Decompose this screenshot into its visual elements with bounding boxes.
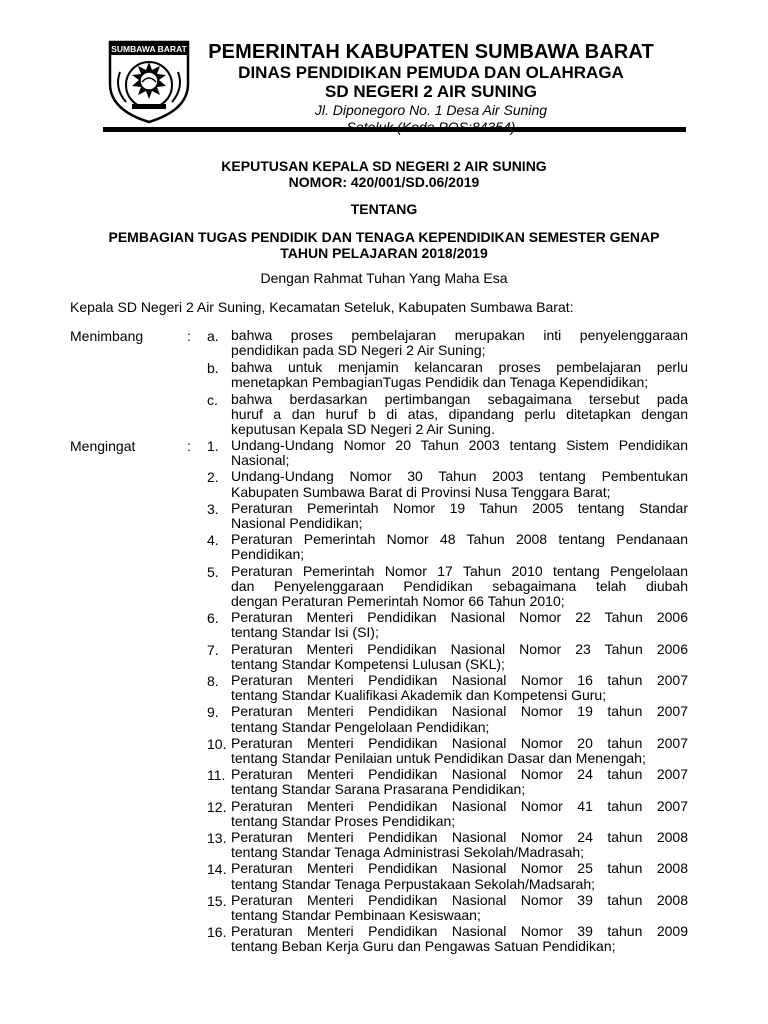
item-text bbox=[231, 328, 688, 359]
item-text-line: Peraturan Menteri Pendidikan Nasional Nomor 25 tahun 2008 bbox=[231, 861, 688, 877]
sumbawa-barat-logo bbox=[104, 40, 194, 124]
item-number: a. bbox=[207, 328, 219, 344]
item-text-line: tentang Standar Tenaga Administrasi Sekolah/Madrasah; bbox=[231, 845, 585, 861]
item-text-line: Undang-Undang Nomor 20 Tahun 2003 tentang Sistem Pendidikan bbox=[231, 438, 688, 453]
item-text-line: Undang-Undang Nomor 30 Tahun 2003 tentang Pembentukan bbox=[231, 469, 688, 485]
item-text-line: bahwa untuk menjamin kelancaran proses pembelajaran perlu bbox=[231, 359, 688, 375]
item-text-line: bahwa berdasarkan pertimbangan sebagaimana tersebut pada bbox=[231, 391, 688, 407]
item-text-line: tentang Standar Isi (SI); bbox=[231, 625, 379, 641]
item-number: 9. bbox=[207, 704, 219, 721]
item-text-line: Kabupaten Sumbawa Barat di Provinsi Nusa Tenggara Barat; bbox=[231, 484, 611, 500]
item-text bbox=[231, 861, 688, 891]
letterhead-divider bbox=[103, 127, 686, 132]
item-text bbox=[231, 532, 688, 562]
item-text-line: tentang Standar Sarana Prasarana Pendidikan; bbox=[231, 782, 526, 798]
item-text bbox=[231, 893, 688, 923]
item-text bbox=[231, 392, 688, 438]
item-text bbox=[231, 924, 688, 954]
item-text-line: Peraturan Pemerintah Nomor 48 Tahun 2008 tentang Pendanaan bbox=[231, 532, 688, 548]
decision-title bbox=[70, 158, 698, 190]
item-text-line: menetapkan PembagianTugas Pendidik dan Tenaga Kependidikan; bbox=[231, 375, 649, 391]
item-text-line: tentang Standar Kualifikasi Akademik dan Kompetensi Guru; bbox=[231, 688, 607, 704]
item-text bbox=[231, 673, 688, 703]
item-text-line: tentang Standar Kompetensi Lulusan (SKL); bbox=[231, 656, 505, 672]
item-number: 15. bbox=[207, 892, 227, 909]
item-text-line: tentang Standar Tenaga Perpustakaan Sekolah/Madsarah; bbox=[231, 876, 595, 892]
item-text-line: dengan Peraturan Pemerintah Nomor 66 Tahun 2010; bbox=[231, 593, 565, 609]
decision-subject bbox=[70, 229, 698, 261]
item-number: 14. bbox=[207, 861, 227, 878]
department-name: DINAS PENDIDIKAN PEMUDA DAN OLAHRAGA bbox=[238, 63, 624, 82]
letterhead bbox=[196, 41, 666, 136]
item-number: c. bbox=[207, 391, 218, 408]
item-text bbox=[231, 736, 688, 766]
item-text-line: Peraturan Menteri Pendidikan Nasional Nomor 39 tahun 2008 bbox=[231, 892, 688, 908]
item-text-line: tentang Standar Pembinaan Kesiswaan; bbox=[231, 907, 481, 923]
item-text bbox=[231, 830, 688, 860]
item-text-line: keputusan Kepala SD Negeri 2 Air Suning. bbox=[231, 422, 495, 438]
item-text-line: Pendidikan; bbox=[231, 547, 305, 563]
item-text-line: tentang Beban Kerja Guru dan Pengawas Satuan Pendidikan; bbox=[231, 939, 616, 955]
item-text-line: Peraturan Menteri Pendidikan Nasional Nomor 24 tahun 2007 bbox=[231, 767, 688, 783]
item-text-line: Peraturan Pemerintah Nomor 19 Tahun 2005 tentang Standar bbox=[231, 500, 688, 516]
item-text bbox=[231, 564, 688, 610]
item-number: 11. bbox=[207, 767, 226, 784]
item-text bbox=[231, 360, 688, 391]
section-label: Mengingat bbox=[70, 438, 136, 454]
item-text-line: pendidikan pada SD Negeri 2 Air Suning; bbox=[231, 343, 486, 359]
decision-number: NOMOR: 420/001/SD.06/2019 bbox=[288, 174, 480, 190]
blessing-line: Dengan Rahmat Tuhan Yang Maha Esa bbox=[260, 270, 508, 286]
item-text bbox=[231, 438, 688, 468]
item-text bbox=[231, 610, 688, 640]
tentang-heading: TENTANG bbox=[350, 201, 418, 217]
item-number: 10. bbox=[207, 735, 227, 752]
section-colon: : bbox=[187, 438, 191, 454]
item-number: 12. bbox=[207, 798, 227, 815]
item-number: 6. bbox=[207, 610, 219, 627]
item-number: 5. bbox=[207, 563, 219, 580]
decision-subject-line-1: PEMBAGIAN TUGAS PENDIDIK DAN TENAGA KEPENDIDIKAN SEMESTER GENAP bbox=[108, 229, 660, 245]
school-name: SD NEGERI 2 AIR SUNING bbox=[325, 82, 537, 101]
item-text-line: Nasional Pendidikan; bbox=[231, 515, 363, 531]
item-text-line: Peraturan Menteri Pendidikan Nasional Nomor 22 Tahun 2006 bbox=[231, 610, 688, 626]
decision-title-line-1: KEPUTUSAN KEPALA SD NEGERI 2 AIR SUNING bbox=[221, 158, 547, 174]
item-number: 3. bbox=[207, 500, 219, 517]
item-text bbox=[231, 799, 688, 829]
logo-caption: SUMBAWA BARAT bbox=[111, 44, 187, 54]
item-text-line: Nasional; bbox=[231, 453, 290, 469]
item-text-line: Peraturan Menteri Pendidikan Nasional Nomor 23 Tahun 2006 bbox=[231, 641, 688, 657]
item-number: 16. bbox=[207, 924, 227, 941]
item-number: b. bbox=[207, 359, 219, 376]
decision-subject-line-2: TAHUN PELAJARAN 2018/2019 bbox=[280, 245, 488, 261]
item-text bbox=[231, 767, 688, 797]
item-text-line: tentang Standar Proses Pendidikan; bbox=[231, 813, 456, 829]
item-text bbox=[231, 704, 688, 734]
item-number: 8. bbox=[207, 673, 219, 689]
item-text-line: Peraturan Menteri Pendidikan Nasional Nomor 41 tahun 2007 bbox=[231, 798, 688, 814]
item-text-line: Peraturan Pemerintah Nomor 17 Tahun 2010 tentang Pengelolaan bbox=[231, 563, 688, 579]
item-text-line: Peraturan Menteri Pendidikan Nasional Nomor 16 tahun 2007 bbox=[231, 673, 688, 688]
item-number: 2. bbox=[207, 469, 219, 486]
item-number: 13. bbox=[207, 830, 227, 846]
item-text-line: bahwa proses pembelajaran merupakan inti penyelenggaraan bbox=[231, 328, 688, 343]
item-text-line: tentang Standar Pengelolaan Pendidikan; bbox=[231, 719, 490, 735]
item-text bbox=[231, 501, 688, 531]
item-text-line: Peraturan Menteri Pendidikan Nasional Nomor 20 tahun 2007 bbox=[231, 735, 688, 751]
item-text-line: dan Penyelenggaraan Pendidikan sebagaimana telah diubah bbox=[231, 578, 688, 594]
section-label: Menimbang bbox=[70, 328, 144, 344]
item-text bbox=[231, 469, 688, 499]
intro-line: Kepala SD Negeri 2 Air Suning, Kecamatan Seteluk, Kabupaten Sumbawa Barat: bbox=[70, 299, 574, 315]
item-text bbox=[231, 642, 688, 672]
item-text-line: Peraturan Menteri Pendidikan Nasional Nomor 19 tahun 2007 bbox=[231, 704, 688, 720]
item-text-line: Peraturan Menteri Pendidikan Nasional Nomor 39 tahun 2009 bbox=[231, 924, 688, 940]
section-colon: : bbox=[187, 328, 191, 344]
item-text-line: tentang Standar Penilaian untuk Pendidikan Dasar dan Menengah; bbox=[231, 750, 646, 766]
item-text-line: huruf a dan huruf b di atas, dipandang perlu ditetapkan dengan bbox=[231, 406, 688, 422]
address-line-1: Jl. Diponegoro No. 1 Desa Air Suning bbox=[314, 102, 548, 118]
item-number: 4. bbox=[207, 532, 219, 549]
item-number: 1. bbox=[207, 438, 219, 454]
government-name: PEMERINTAH KABUPATEN SUMBAWA BARAT bbox=[208, 41, 654, 63]
item-number: 7. bbox=[207, 641, 219, 658]
item-text-line: Peraturan Menteri Pendidikan Nasional Nomor 24 tahun 2008 bbox=[231, 830, 688, 845]
